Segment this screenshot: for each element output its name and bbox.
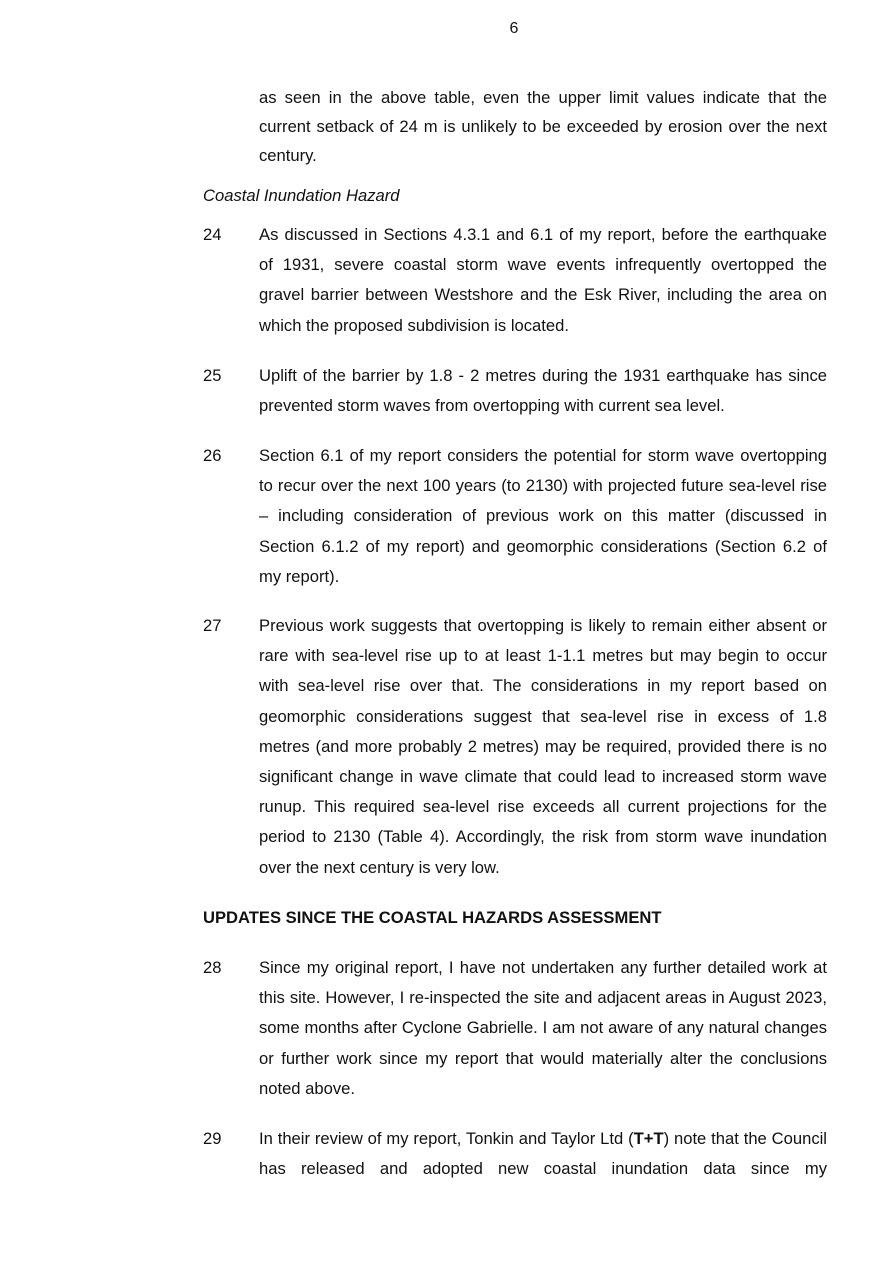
- paragraph-28: [203, 953, 827, 1104]
- paragraph-text: Uplift of the barrier by 1.8 - 2 metres during the 1931 earthquake has since prevented storm waves from overtopping with current sea level.: [259, 366, 827, 416]
- paragraph-number: 25: [203, 366, 222, 385]
- paragraph-24: [203, 220, 827, 341]
- continuation-paragraph: as seen in the above table, even the upper limit values indicate that the current setback of 24 m is unlikely to be exceeded by erosion over the next century.: [259, 88, 827, 165]
- paragraph-number: 24: [203, 225, 222, 244]
- paragraph-27: [203, 611, 827, 883]
- defined-term-abbreviation: T+T: [633, 1129, 664, 1148]
- paragraph-text-part: ) note that the Council has released and adopted new coastal inundation data since my: [259, 1129, 827, 1179]
- paragraph-26: [203, 441, 827, 592]
- paragraph-25: [203, 361, 827, 421]
- paragraph-text: [259, 1124, 827, 1184]
- paragraph-29: [203, 1124, 827, 1184]
- section-heading-updates: UPDATES SINCE THE COASTAL HAZARDS ASSESSMENT: [203, 908, 662, 927]
- paragraph-text: As discussed in Sections 4.3.1 and 6.1 of my report, before the earthquake of 1931, severe coastal storm wave events infrequently overtopped the gravel barrier between Westshore and the Esk River, including the area on which the proposed subdivision is located.: [259, 225, 827, 335]
- paragraph-text-part: In their review of my report, Tonkin and Taylor Ltd (: [259, 1129, 634, 1148]
- paragraph-number: 27: [203, 616, 222, 635]
- paragraph-text: Previous work suggests that overtopping is likely to remain either absent or rare with sea-level rise up to at least 1-1.1 metres but may begin to occur with sea-level rise over that. The considerations in my report based on geomorphic considerations suggest that sea-level rise in excess of 1.8 metres (and more probably 2 metres) may be required, provided there is no significant change in wave climate that could lead to increased storm wave runup. This required sea-level rise exceeds all current projections for the period to 2130 (Table 4). Accordingly, the risk from storm wave inundation over the next century is very low.: [259, 616, 827, 877]
- paragraph-text: Section 6.1 of my report considers the potential for storm wave overtopping to recur over the next 100 years (to 2130) with projected future sea-level rise – including consideration of previous work on this matter (discussed in Section 6.1.2 of my report) and geomorphic considerations (Section 6.2 of my report).: [259, 446, 827, 586]
- page-number: 6: [509, 20, 519, 37]
- paragraph-number: 28: [203, 958, 222, 977]
- paragraph-number: 26: [203, 446, 222, 465]
- paragraph-number: 29: [203, 1129, 222, 1148]
- paragraph-text: Since my original report, I have not undertaken any further detailed work at this site. However, I re-inspected the site and adjacent areas in August 2023, some months after Cyclone Gabrielle. I am not aware of any natural changes or further work since my report that would materially alter the conclusions noted above.: [259, 958, 827, 1098]
- section-heading-coastal-inundation: Coastal Inundation Hazard: [203, 186, 400, 205]
